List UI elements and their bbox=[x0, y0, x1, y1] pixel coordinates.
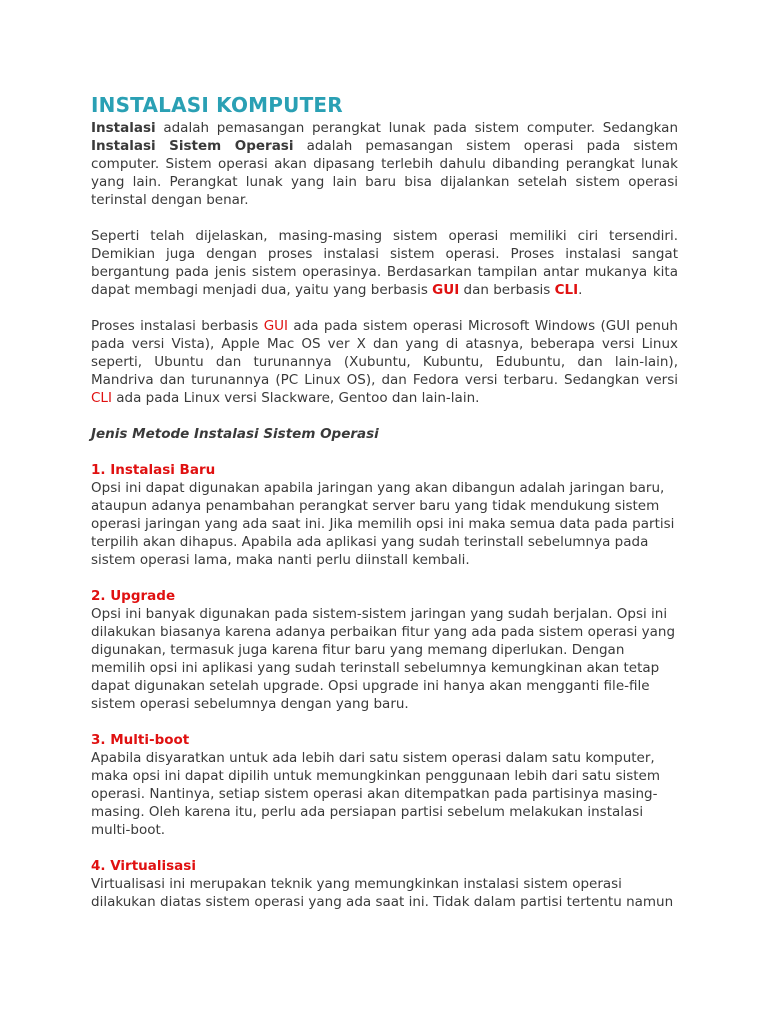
section-upgrade bbox=[91, 587, 678, 713]
section-heading: 3. Multi-boot bbox=[91, 732, 190, 748]
keyword-gui: GUI bbox=[432, 282, 460, 298]
intro-paragraph-3-text-3: ada pada Linux versi Slackware, Gentoo dan lain-lain. bbox=[111, 390, 480, 406]
intro-paragraph-2-text-1: Seperti telah dijelaskan, masing-masing sistem operasi memiliki ciri tersendiri. Demikian juga dengan proses instalasi sistem operasi. Proses instalasi sangat bergantung pada jenis sistem operasinya. Berdasarkan tampilan antar mukanya kita dapat membagi menjadi dua, yaitu yang berbasis bbox=[91, 228, 678, 298]
section-body: Apabila disyaratkan untuk ada lebih dari satu sistem operasi dalam satu komputer, maka opsi ini dapat dipilih untuk memungkinkan penggunaan lebih dari satu sistem operasi. Nantinya, setiap sistem operasi akan ditempatkan pada partisinya masing-masing. Oleh karena itu, perlu ada persiapan partisi sebelum melakukan instalasi multi-boot. bbox=[91, 750, 661, 838]
intro-paragraph-3-text-2: ada pada sistem operasi Microsoft Windows (GUI penuh pada versi Vista), Apple Mac OS ver X dan yang di atasnya, beberapa versi Linux seperti, Ubuntu dan turunannya (Xubuntu, Kubuntu, Edubuntu, dan lain-lain), Mandriva dan turunannya (PC Linux OS), dan Fedora versi terbaru. Sedangkan versi bbox=[91, 318, 678, 388]
intro-paragraph-3-text-1: Proses instalasi berbasis bbox=[91, 318, 264, 334]
page-title: INSTALASI KOMPUTER bbox=[91, 93, 343, 117]
keyword-gui-inline: GUI bbox=[263, 318, 289, 334]
intro-paragraph-2-text-2: dan berbasis bbox=[459, 282, 555, 298]
intro-paragraph-1-text-1: adalah pemasangan perangkat lunak pada sistem computer. Sedangkan bbox=[155, 120, 678, 136]
section-heading: 4. Virtualisasi bbox=[91, 858, 196, 874]
methods-subheading: Jenis Metode Instalasi Sistem Operasi bbox=[91, 426, 379, 442]
section-heading: 1. Instalasi Baru bbox=[91, 462, 216, 478]
term-instalasi-sistem-operasi: Instalasi Sistem Operasi bbox=[91, 138, 294, 154]
intro-paragraph-2 bbox=[91, 227, 678, 299]
section-virtualisasi bbox=[91, 857, 678, 911]
keyword-cli-inline: CLI bbox=[91, 390, 112, 406]
section-body: Virtualisasi ini merupakan teknik yang memungkinkan instalasi sistem operasi dilakukan diatas sistem operasi yang ada saat ini. Tidak dalam partisi tertentu namun bbox=[91, 876, 674, 910]
keyword-cli: CLI bbox=[554, 282, 579, 298]
intro-paragraph-2-text-3: . bbox=[578, 282, 583, 298]
term-instalasi: Instalasi bbox=[91, 120, 156, 136]
section-body: Opsi ini banyak digunakan pada sistem-sistem jaringan yang sudah berjalan. Opsi ini dilakukan biasanya karena adanya perbaikan fitur yang ada pada sistem operasi yang digunakan, termasuk juga karena fitur baru yang memang diperlukan. Dengan memilih opsi ini aplikasi yang sudah terinstall sebelumnya kemungkinan akan tetap dapat digunakan setelah upgrade. Opsi upgrade ini hanya akan mengganti file-file sistem operasi sebelumnya dengan yang baru. bbox=[91, 606, 676, 712]
section-multi-boot bbox=[91, 731, 678, 839]
intro-paragraph-1 bbox=[91, 119, 678, 209]
intro-paragraph-1-text-2: adalah pemasangan sistem operasi pada sistem computer. Sistem operasi akan dipasang terlebih dahulu dibanding perangkat lunak yang lain. Perangkat lunak yang lain baru bisa dijalankan setelah sistem operasi terinstal dengan benar. bbox=[91, 138, 679, 208]
section-heading: 2. Upgrade bbox=[91, 588, 176, 604]
section-instalasi-baru bbox=[91, 461, 678, 569]
section-body: Opsi ini dapat digunakan apabila jaringan yang akan dibangun adalah jaringan baru, ataupun adanya penambahan perangkat server baru yang tidak mendukung sistem operasi jaringan yang ada saat ini. Jika memilih opsi ini maka semua data pada partisi terpilih akan dihapus. Apabila ada aplikasi yang sudah terinstall sebelumnya pada sistem operasi lama, maka nanti perlu diinstall kembali. bbox=[91, 480, 675, 568]
intro-paragraph-3 bbox=[91, 317, 678, 407]
